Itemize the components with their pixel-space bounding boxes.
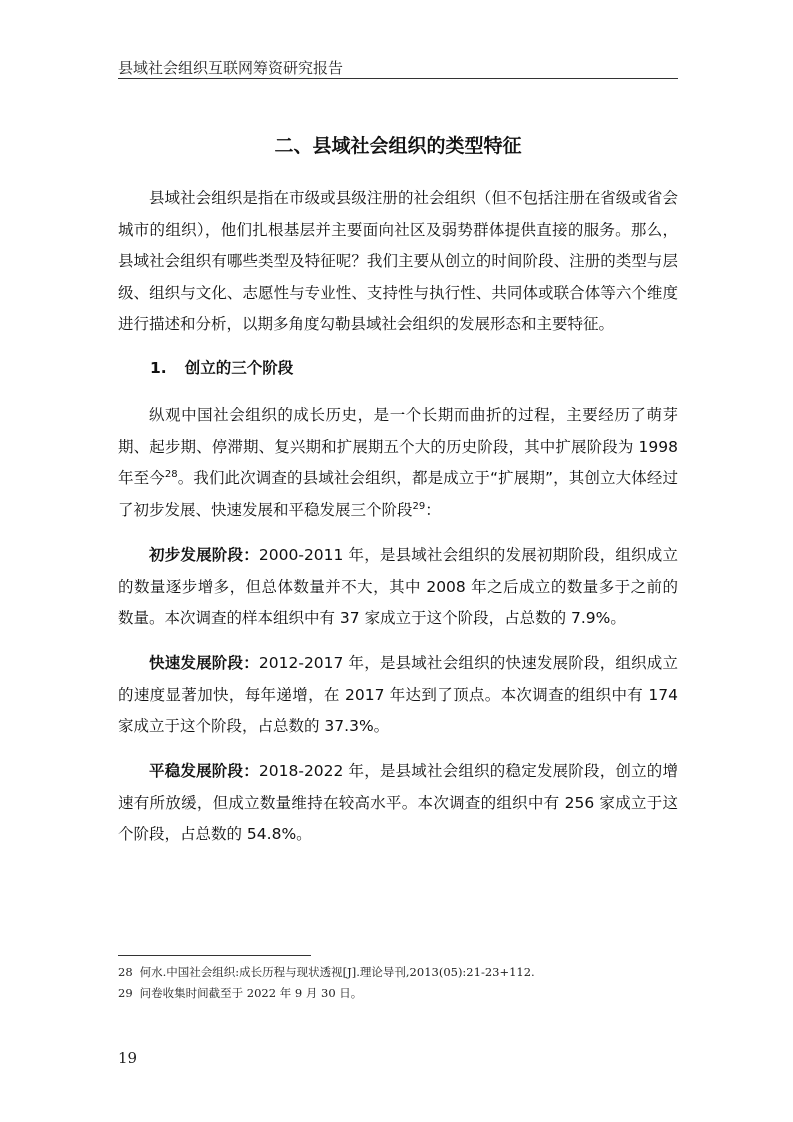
stage-label: 平稳发展阶段： — [149, 762, 259, 780]
footnote-ref-28[interactable]: 28 — [164, 468, 178, 480]
footnote-number: 28 — [118, 965, 133, 979]
page-number: 19 — [118, 1049, 138, 1067]
footnote-rule — [118, 955, 311, 956]
history-text-a: 纵观中国社会组织的成长历史，是一个长期而曲折的过程，主要经历了萌芽期、起步期、停滞期、复兴期和扩展期五个大的历史阶段，其中扩展阶段为 1998 年至今 — [118, 406, 678, 487]
section-title: 二、县域社会组织的类型特征 — [274, 135, 522, 157]
intro-paragraph: 县域社会组织是指在市级或县级注册的社会组织（但不包括注册在省级或省会城市的组织），他们扎根基层并主要面向社区及弱势群体提供直接的服务。那么，县域社会组织有哪些类型及特征呢？我们主要从创立的时间阶段、注册的类型与层级、组织与文化、志愿性与专业性、支持性与执行性、共同体或联合体等六个维度进行描述和分析，以期多角度勾勒县域社会组织的发展形态和主要特征。 — [118, 189, 678, 333]
stage-paragraph-steady — [118, 756, 678, 851]
header-rule — [118, 78, 678, 79]
footnote-text: 何水.中国社会组织:成长历程与现状透视[J].理论导刊,2013(05):21-23+112. — [139, 965, 535, 979]
stage-text: 2018-2022 年，是县域社会组织的稳定发展阶段，创立的增速有所放缓，但成立数量维持在较高水平。本次调查的组织中有 256 家成立于这个阶段，占总数的 54.8%。 — [118, 762, 678, 843]
stage-paragraph-rapid — [118, 648, 678, 743]
subsection-heading — [150, 355, 293, 381]
stage-text: 2012-2017 年，是县域社会组织的快速发展阶段，组织成立的速度显著加快，每年递增，在 2017 年达到了顶点。本次调查的组织中有 174 家成立于这个阶段，占总数的 37.3%。 — [118, 654, 678, 735]
footnote-29 — [118, 985, 718, 1001]
footnote-28 — [118, 964, 718, 980]
footnote-text: 问卷收集时间截至于 2022 年 9 月 30 日。 — [139, 986, 363, 1000]
stage-paragraph-initial — [118, 540, 678, 635]
history-text-b: 。我们此次调查的县域社会组织，都是成立于“扩展期”，其创立大体经过了初步发展、快速发展和平稳发展三个阶段 — [118, 469, 678, 519]
stage-label: 快速发展阶段： — [149, 654, 259, 672]
stage-text: 2000-2011 年，是县域社会组织的发展初期阶段，组织成立的数量逐步增多，但总体数量并不大，其中 2008 年之后成立的数量多于之前的数量。本次调查的样本组织中有 37 家成立于这个阶段，占总数的 7.9%。 — [118, 546, 678, 627]
history-text-c: ： — [425, 500, 441, 519]
footnote-ref-29[interactable]: 29 — [412, 500, 426, 512]
history-paragraph — [118, 400, 678, 526]
subsection-title: 创立的三个阶段 — [184, 359, 294, 377]
footnote-number: 29 — [118, 986, 133, 1000]
stage-label: 初步发展阶段： — [149, 546, 259, 564]
running-header: 县域社会组织互联网筹资研究报告 — [118, 59, 344, 77]
subsection-number: 1. — [150, 359, 167, 377]
